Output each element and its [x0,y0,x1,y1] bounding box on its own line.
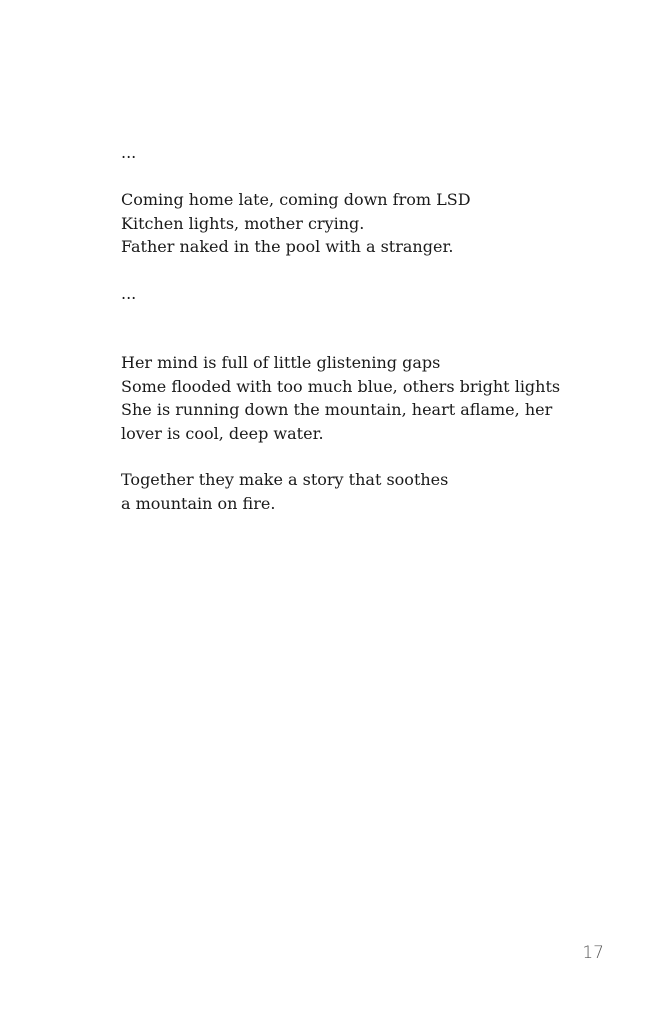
poem-line: a mountain on fire. [121,493,276,513]
poem-line: Father naked in the pool with a stranger. [121,237,454,256]
poem-line: Her mind is full of little glistening gaps [121,353,441,372]
poem-part-one-ellipsis [121,282,591,306]
ellipsis-top: ... [121,143,137,162]
poem-line: Kitchen lights, mother crying. [121,213,365,233]
poem-part-one [121,141,591,259]
poem-line: Some flooded with too much blue, others bright lights [121,376,561,396]
page-number: 17 [582,943,604,963]
poem-line: She is running down the mountain, heart aflame, her [121,400,553,419]
poem-line: Together they make a story that soothes [121,470,449,489]
poem-line: lover is cool, deep water. [121,423,324,443]
stanza-break [121,165,591,189]
poem-line: Coming home late, coming down from LSD [121,190,471,209]
poem-part-two-stanza-1 [121,351,591,445]
ellipsis-bottom: ... [121,284,137,303]
poem-part-two-stanza-2 [121,468,591,515]
